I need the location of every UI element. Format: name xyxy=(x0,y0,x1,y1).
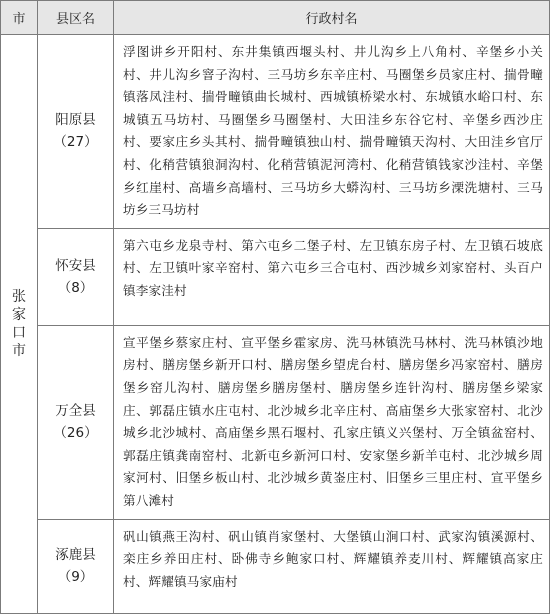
county-name: 阳原县 xyxy=(55,112,96,129)
table-row xyxy=(1,35,550,229)
city-name: 张家口市 xyxy=(12,288,26,359)
table-row xyxy=(1,325,550,519)
village-list: 宣平堡乡蔡家庄村、宣平堡乡霍家房、洗马林镇洗马林村、洗马林镇沙地房村、膳房堡乡新开口村、膳房堡乡望虎台村、膳房堡乡冯家窑村、膳房堡乡窑儿沟村、膳房堡乡膳房堡村、膳房堡乡连针沟村、膳房堡乡梁家庄、郭磊庄镇水庄屯村、北沙城乡北辛庄村、高庙堡乡大张家窑村、北沙城乡北沙城村、高庙堡乡黑石堰村、孔家庄镇义兴堡村、万全镇盆窑村、郭磊庄镇龚南窑村、北新屯乡新河口村、安家堡乡新羊屯村、北沙城乡周家河村、旧堡乡板山村、北沙城乡黄崟庄村、旧堡乡三里庄村、宣平堡乡第八滩村 xyxy=(114,325,550,519)
table-row xyxy=(1,228,550,325)
county-name: 万全县 xyxy=(55,403,96,420)
header-county: 县区名 xyxy=(38,1,114,35)
table-row xyxy=(1,519,550,613)
city-cell xyxy=(1,35,38,614)
county-count: （9） xyxy=(57,569,94,585)
county-name: 怀安县 xyxy=(55,257,96,274)
county-cell xyxy=(38,519,114,613)
village-list: 矾山镇燕王沟村、矾山镇肖家堡村、大堡镇山涧口村、武家沟镇溪源村、栾庄乡养田庄村、卧佛寺乡鲍家口村、辉耀镇养麦川村、辉耀镇高家庄村、辉耀镇马家庙村 xyxy=(114,519,550,613)
county-cell xyxy=(38,35,114,229)
header-villages: 行政村名 xyxy=(114,1,550,35)
table-header-row xyxy=(1,1,550,35)
county-cell xyxy=(38,228,114,325)
county-count: （26） xyxy=(53,425,98,442)
county-name: 涿鹿县 xyxy=(55,547,96,563)
village-list: 第六屯乡龙泉寺村、第六屯乡二堡子村、左卫镇东房子村、左卫镇石坡底村、左卫镇叶家辛窑村、第六屯乡三合屯村、西沙城乡刘家窑村、头百户镇李家洼村 xyxy=(114,228,550,325)
county-count: （27） xyxy=(53,134,98,151)
header-city: 市 xyxy=(1,1,38,35)
village-list: 浮图讲乡开阳村、东井集镇西堰头村、井儿沟乡上八角村、辛堡乡小关村、井儿沟乡窨子沟村、三马坊乡东辛庄村、马圈堡乡员家庄村、揣骨疃镇落凤洼村、揣骨疃镇曲长城村、西城镇桥梁水村、东城镇水峪口村、东城镇五马坊村、马圈堡乡马圈堡村、大田洼乡东谷它村、辛堡乡西沙庄村、要家庄乡头其村、揣骨疃镇独山村、揣骨疃镇天沟村、大田洼乡官厅村、化稍营镇狼洞沟村、化稍营镇泥河湾村、化稍营镇钱家沙洼村、辛堡乡红崖村、高墙乡高墙村、三马坊乡大蟒沟村、三马坊乡溧洗塘村、三马坊乡三马坊村 xyxy=(114,35,550,229)
county-cell xyxy=(38,325,114,519)
county-count: （8） xyxy=(57,279,94,296)
